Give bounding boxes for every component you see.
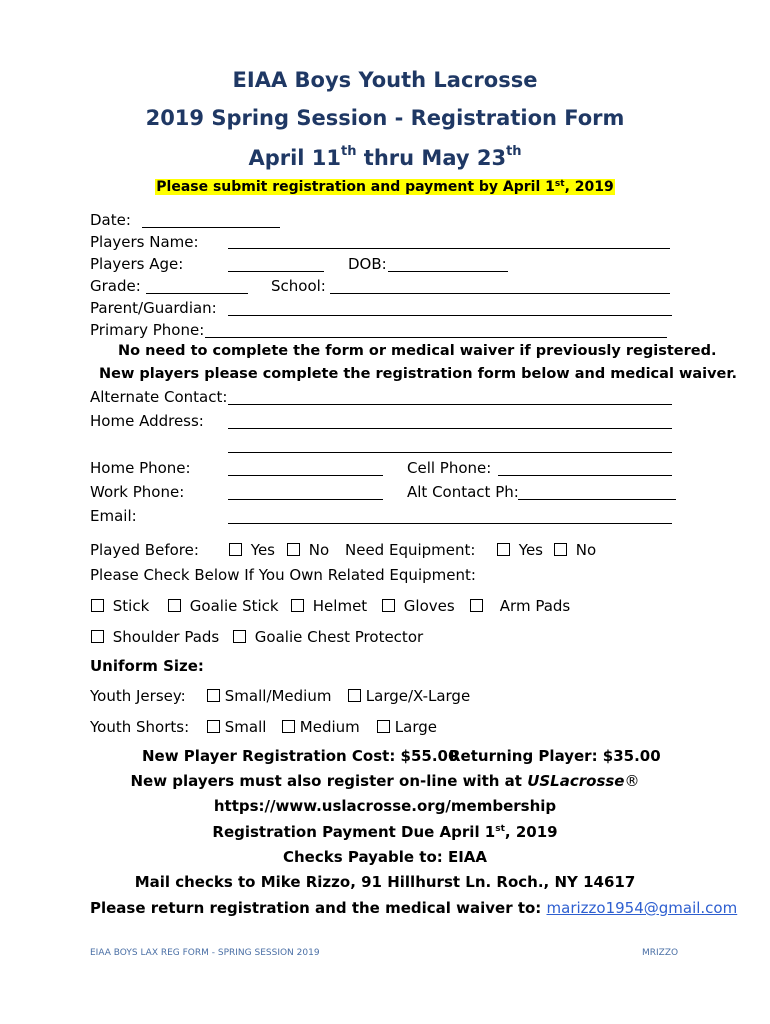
dob-line[interactable] <box>388 271 508 272</box>
grade-label: Grade: <box>90 277 141 295</box>
equipment-arm-pads[interactable]: Arm Pads <box>470 597 570 615</box>
checks-payable: Checks Payable to: EIAA <box>282 848 488 866</box>
home-phone-label: Home Phone: <box>90 459 191 477</box>
equipment-goalie-chest-protector[interactable]: Goalie Chest Protector <box>233 628 423 646</box>
need-equipment-no[interactable]: No <box>554 541 596 559</box>
school-line[interactable] <box>330 293 670 294</box>
alt-contact-phone-line[interactable] <box>518 499 676 500</box>
home-address-label: Home Address: <box>90 412 204 430</box>
checkbox[interactable] <box>348 689 361 702</box>
shorts-medium[interactable]: Medium <box>282 718 360 736</box>
home-phone-line[interactable] <box>228 475 383 476</box>
equipment-shoulder-pads[interactable]: Shoulder Pads <box>91 628 219 646</box>
checkbox[interactable] <box>554 543 567 556</box>
cell-phone-line[interactable] <box>498 475 672 476</box>
work-phone-label: Work Phone: <box>90 483 185 501</box>
jersey-small-medium[interactable]: Small/Medium <box>207 687 331 705</box>
equipment-stick[interactable]: Stick <box>91 597 149 615</box>
checkbox[interactable] <box>470 599 483 612</box>
email-link[interactable]: marizzo1954@gmail.com <box>546 899 738 917</box>
players-age-line[interactable] <box>228 271 324 272</box>
alternate-contact-line[interactable] <box>228 404 672 405</box>
dob-label: DOB: <box>348 255 387 273</box>
checkbox[interactable] <box>207 720 220 733</box>
home-address-line1[interactable] <box>228 428 672 429</box>
date-label: Date: <box>90 211 131 229</box>
online-registration-note: New players must also register on-line with at USLacrosse® <box>130 772 640 790</box>
primary-phone-line[interactable] <box>205 337 667 338</box>
checkbox[interactable] <box>382 599 395 612</box>
uniform-size-heading: Uniform Size: <box>90 657 204 675</box>
submission-notice: Please submit registration and payment by April 1st, 2019 <box>156 179 614 195</box>
checkbox[interactable] <box>91 630 104 643</box>
jersey-large-xlarge[interactable]: Large/X-Large <box>348 687 470 705</box>
school-label: School: <box>271 277 326 295</box>
return-instructions: Please return registration and the medical waiver to: marizzo1954@gmail.com <box>90 899 738 917</box>
played-before-yes[interactable]: Yes <box>229 541 275 559</box>
equipment-goalie-stick[interactable]: Goalie Stick <box>168 597 279 615</box>
parent-guardian-line[interactable] <box>228 315 672 316</box>
date-line[interactable] <box>142 227 280 228</box>
footer-left: EIAA BOYS LAX REG FORM - SPRING SESSION 2019 <box>90 948 320 958</box>
players-name-line[interactable] <box>228 248 670 249</box>
form-title-dates: April 11th thru May 23th <box>248 144 522 170</box>
alternate-contact-label: Alternate Contact: <box>90 388 228 406</box>
youth-shorts-label: Youth Shorts: <box>90 718 190 736</box>
played-before-label: Played Before: <box>90 541 199 559</box>
cell-phone-label: Cell Phone: <box>407 459 492 477</box>
equipment-helmet[interactable]: Helmet <box>291 597 367 615</box>
new-player-cost: New Player Registration Cost: $55.00 <box>142 747 459 765</box>
instruction-previously-registered: No need to complete the form or medical waiver if previously registered. <box>118 343 717 359</box>
checkbox[interactable] <box>229 543 242 556</box>
need-equipment-label: Need Equipment: <box>345 541 476 559</box>
returning-player-cost: Returning Player: $35.00 <box>449 747 661 765</box>
parent-guardian-label: Parent/Guardian: <box>90 299 217 317</box>
email-line[interactable] <box>228 523 672 524</box>
mail-checks-address: Mail checks to Mike Rizzo, 91 Hillhurst Ln. Roch., NY 14617 <box>134 873 636 891</box>
played-before-no[interactable]: No <box>287 541 329 559</box>
form-title-line2: 2019 Spring Session - Registration Form <box>145 106 625 130</box>
work-phone-line[interactable] <box>228 499 383 500</box>
email-label: Email: <box>90 507 137 525</box>
youth-jersey-label: Youth Jersey: <box>90 687 186 705</box>
checkbox[interactable] <box>207 689 220 702</box>
checkbox[interactable] <box>497 543 510 556</box>
need-equipment-yes[interactable]: Yes <box>497 541 543 559</box>
players-name-label: Players Name: <box>90 233 199 251</box>
primary-phone-label: Primary Phone: <box>90 321 205 339</box>
equipment-gloves[interactable]: Gloves <box>382 597 455 615</box>
shorts-large[interactable]: Large <box>377 718 437 736</box>
checkbox[interactable] <box>282 720 295 733</box>
form-title-line1: EIAA Boys Youth Lacrosse <box>232 68 538 92</box>
shorts-small[interactable]: Small <box>207 718 266 736</box>
home-address-line2[interactable] <box>228 452 672 453</box>
payment-due-date: Registration Payment Due April 1st, 2019 <box>212 823 558 841</box>
footer-right: MRIZZO <box>642 948 679 958</box>
checkbox[interactable] <box>377 720 390 733</box>
checkbox[interactable] <box>91 599 104 612</box>
players-age-label: Players Age: <box>90 255 184 273</box>
checkbox[interactable] <box>287 543 300 556</box>
instruction-new-players: New players please complete the registration form below and medical waiver. <box>99 366 737 382</box>
checkbox[interactable] <box>233 630 246 643</box>
checkbox[interactable] <box>291 599 304 612</box>
grade-line[interactable] <box>146 293 248 294</box>
membership-url[interactable]: https://www.uslacrosse.org/membership <box>213 797 557 815</box>
equipment-prompt: Please Check Below If You Own Related Equipment: <box>90 566 476 584</box>
checkbox[interactable] <box>168 599 181 612</box>
alt-contact-phone-label: Alt Contact Ph: <box>407 483 519 501</box>
